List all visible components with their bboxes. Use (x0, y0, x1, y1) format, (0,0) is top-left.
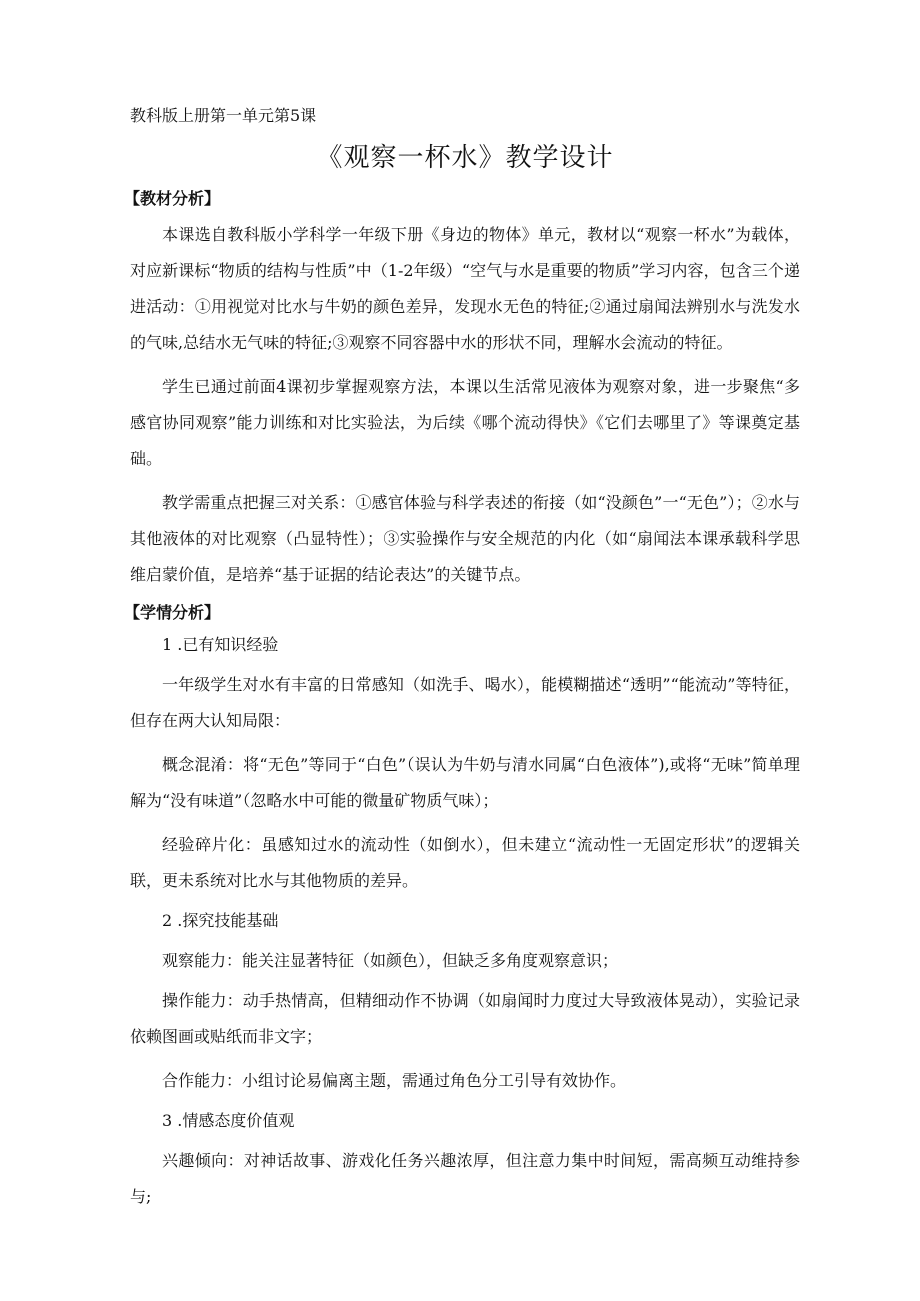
paragraph: 兴趣倾向：对神话故事、游戏化任务兴趣浓厚，但注意力集中时间短，需高频互动维持参与; (130, 1151, 800, 1206)
section-textbook-analysis (124, 187, 800, 593)
paragraph: 经验碎片化：虽感知过水的流动性（如倒水），但未建立“流动性一无固定形状”的逻辑关联，更未系统对比水与其他物质的差异。 (130, 835, 800, 890)
list-item-heading: 2 .探究技能基础 (162, 911, 279, 930)
paragraph: 学生已通过前面4课初步掌握观察方法，本课以生活常见液体为观察对象，进一步聚焦“多感官协同观察”能力训练和对比实验法，为后续《哪个流动得快》《它们去哪里了》等课奠定基础。 (130, 377, 800, 468)
paragraph: 教学需重点把握三对关系：①感官体验与科学表述的衔接（如“没颜色”一“无色”）；②水与其他液体的对比观察（凸显特性）；③实验操作与安全规范的内化（如“扇闻法本课承载科学思维启蒙价值，是培养“基于证据的结论表达”的关键节点。 (130, 493, 800, 584)
section-heading: 【教材分析】 (124, 189, 221, 208)
section-heading: 【学情分析】 (124, 603, 221, 622)
list-item-heading: 1 .已有知识经验 (162, 635, 279, 654)
paragraph: 本课选自教科版小学科学一年级下册《身边的物体》单元，教材以“观察一杯水”为载体，对应新课标“物质的结构与性质”中（1-2年级）“空气与水是重要的物质”学习内容，包含三个递进活动：①用视觉对比水与牛奶的颜色差异，发现水无色的特征;②通过扇闻法辨别水与洗发水的气味,总结水无气味的特征;③观察不同容器中水的形状不同，理解水会流动的特征。 (130, 225, 800, 352)
document-title: 《观察一杯水》教学设计 (316, 143, 614, 173)
document-page (124, 105, 800, 1223)
paragraph: 一年级学生对水有丰富的日常感知（如洗手、喝水），能模糊描述“透明”“能流动”等特征，但存在两大认知局限： (130, 675, 800, 730)
section-student-analysis (124, 601, 800, 1215)
paragraph: 操作能力：动手热情高，但精细动作不协调（如扇闻时力度过大导致液体晃动），实验记录依赖图画或贴纸而非文字； (130, 991, 800, 1046)
paragraph: 合作能力：小组讨论易偏离主题，需通过角色分工引导有效协作。 (162, 1071, 627, 1090)
paragraph: 概念混淆：将“无色”等同于“白色”（误认为牛奶与清水同属“白色液体”),或将“无味”简单理解为“没有味道”（忽略水中可能的微量矿物质气味）； (130, 755, 800, 810)
lesson-subject: 教科版上册第一单元第5课 (130, 106, 317, 125)
list-item-heading: 3 .情感态度价值观 (162, 1111, 295, 1130)
paragraph: 观察能力：能关注显著特征（如颜色），但缺乏多角度观察意识； (162, 951, 619, 970)
